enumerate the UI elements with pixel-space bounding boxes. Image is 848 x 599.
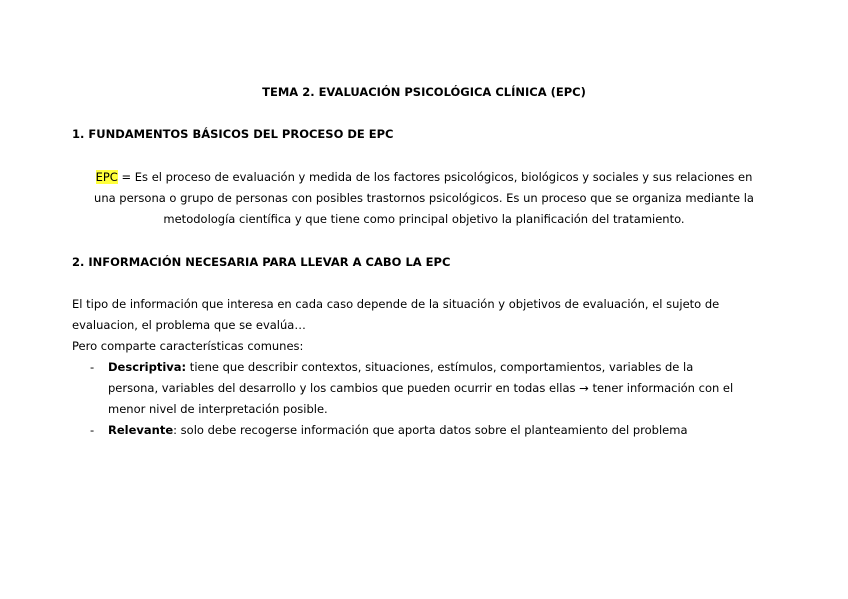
relevante-line-1-text: : solo debe recogerse información que aporta datos sobre el planteamiento del problema xyxy=(173,423,688,437)
list-dash-marker: - xyxy=(90,423,95,437)
relevante-line-1 xyxy=(108,420,776,441)
section-1-heading: 1. FUNDAMENTOS BÁSICOS DEL PROCESO DE EPC xyxy=(72,127,394,141)
descriptiva-line-1-text: tiene que describir contextos, situaciones, estímulos, comportamientos, variables de la xyxy=(186,360,694,374)
definition-line-2: una persona o grupo de personas con posibles trastornos psicológicos. Es un proceso que se organiza mediante la xyxy=(94,191,754,205)
epc-definition-paragraph xyxy=(72,167,776,230)
list-dash-marker: - xyxy=(90,360,95,374)
relevante-term: Relevante xyxy=(108,423,174,437)
definition-line-1 xyxy=(72,167,776,188)
epc-highlighted-term: EPC xyxy=(95,170,118,184)
descriptiva-term: Descriptiva: xyxy=(108,360,187,374)
definition-line-1-text: = Es el proceso de evaluación y medida de los factores psicológicos, biológicos y sociales y sus relaciones en xyxy=(117,170,753,184)
information-line-2: evaluacion, el problema que se evalúa… xyxy=(72,318,306,332)
information-line-3: Pero comparte características comunes: xyxy=(72,339,304,353)
information-line-1: El tipo de información que interesa en cada caso depende de la situación y objetivos de evaluación, el sujeto de xyxy=(72,297,720,311)
descriptiva-line-2: persona, variables del desarrollo y los cambios que pueden ocurrir en todas ellas → tener información con el xyxy=(108,381,734,395)
descriptiva-line-1 xyxy=(108,357,776,378)
characteristics-list xyxy=(72,357,776,441)
descriptiva-line-3: menor nivel de interpretación posible. xyxy=(108,402,328,416)
information-paragraph xyxy=(72,294,776,357)
section-2-heading: 2. INFORMACIÓN NECESARIA PARA LLEVAR A CABO LA EPC xyxy=(72,255,451,269)
document-title: TEMA 2. EVALUACIÓN PSICOLÓGICA CLÍNICA (EPC) xyxy=(262,85,586,99)
list-item-relevante xyxy=(72,420,776,441)
list-item-descriptiva xyxy=(72,357,776,420)
definition-line-3: metodología científica y que tiene como principal objetivo la planificación del tratamiento. xyxy=(163,212,685,226)
